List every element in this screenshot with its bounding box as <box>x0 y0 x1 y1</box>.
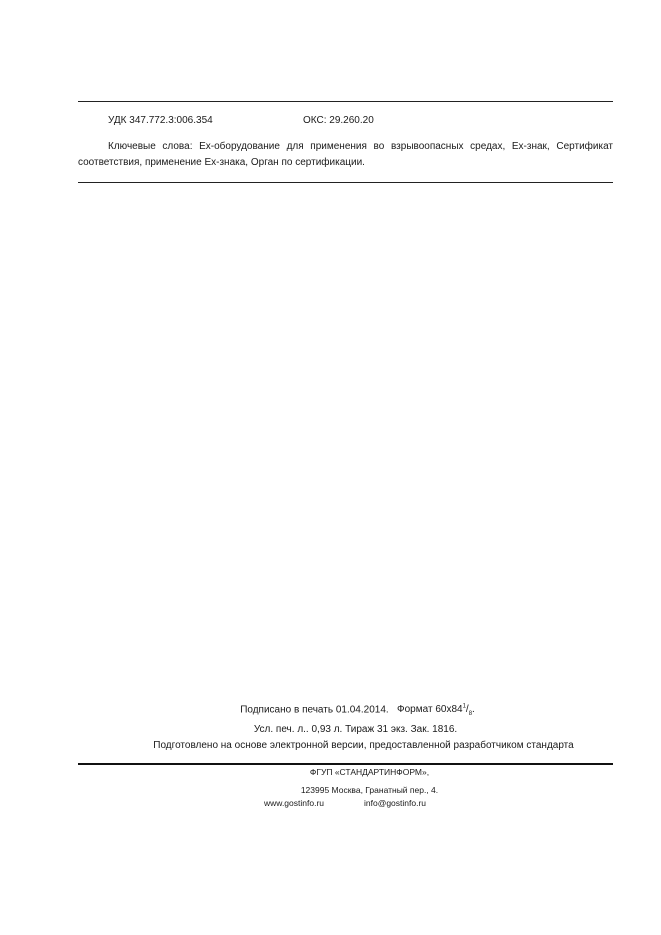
print-info-line: Усл. печ. л.. 0,93 л. Тираж 31 экз. Зак. 1816. <box>253 724 458 735</box>
keywords-divider <box>78 182 613 183</box>
paper-format: Формат $60x84^1/_8$. <box>397 704 475 718</box>
paper-format-end: . <box>472 704 475 716</box>
publisher-email-link[interactable]: info@gostinfo.ru <box>364 798 427 808</box>
imprint-signed-line <box>78 704 625 717</box>
paper-format-denominator: 8 <box>468 711 473 718</box>
udk-code: УДК 347.772.3:006.354 <box>108 115 213 126</box>
signed-date: Подписано в печать 01.04.2014. <box>240 704 389 716</box>
keywords-line-2: соответствия, применение Ех-знака, Орган по сертификации. <box>78 157 365 168</box>
keywords-block <box>78 139 613 171</box>
publisher-divider <box>78 763 613 765</box>
top-divider <box>78 101 613 102</box>
paper-format-numerator: 1 <box>462 704 466 710</box>
publisher-name: ФГУП «СТАНДАРТИНФОРМ», <box>309 767 430 777</box>
keywords-line-1: Ключевые слова: Ех-оборудование для применения во взрывоопасных средах, Ех-знак, Сертификат <box>108 141 613 152</box>
paper-format-label: Формат 60x84 <box>397 704 463 716</box>
publisher-website-link[interactable]: www.gostinfo.ru <box>264 798 324 808</box>
oks-code: ОКС: 29.260.20 <box>303 115 374 126</box>
prepared-note: Подготовлено на основе электронной версии, предоставленной разработчиком стандарта <box>153 740 574 751</box>
publisher-address: 123995 Москва, Гранатный пер., 4. <box>300 785 439 795</box>
